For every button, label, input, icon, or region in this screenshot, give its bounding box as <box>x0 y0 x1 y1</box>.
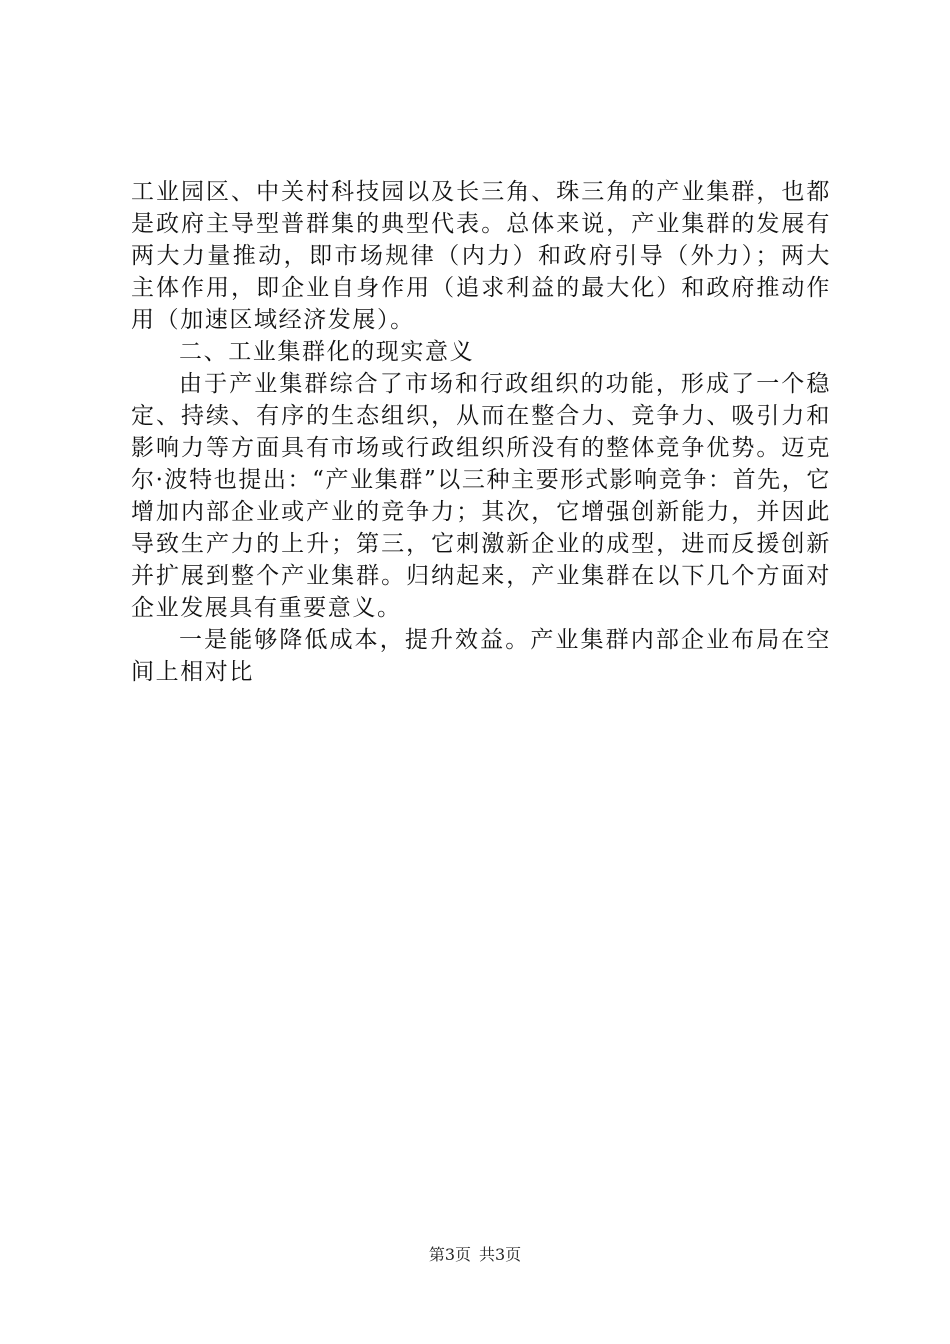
section-heading: 二、工业集群化的现实意义 <box>179 339 475 365</box>
paragraph-significance: 由于产业集群综合了市场和行政组织的功能，形成了一个稳定、持续、有序的生态组织，从而在整合力、竞争力、吸引力和影响力等方面具有市场或行政组织所没有的整体竞争优势。迈克尔·波特也提出：“产业集群”以三种主要形式影响竞争：首先，它增加内部企业或产业的竞争力；其次，它增强创新能力，并因此导致生产力的上升；第三，它刺激新企业的成型，进而反援创新并扩展到整个产业集群。归纳起来，产业集群在以下几个方面对企业发展具有重要意义。 <box>131 371 831 621</box>
page-footer <box>0 1244 950 1266</box>
document-body <box>131 176 831 688</box>
paragraph-cost-reduction: 一是能够降低成本，提升效益。产业集群内部企业布局在空间上相对比 <box>131 627 831 685</box>
paragraph-continuation: 工业园区、中关村科技园以及长三角、珠三角的产业集群，也都是政府主导型普群集的典型代表。总体来说，产业集群的发展有两大力量推动，即市场规律（内力）和政府引导（外力）；两大主体作用，即企业自身作用（追求利益的最大化）和政府推动作用（加速区域经济发展）。 <box>131 179 831 333</box>
page-number: 第3页 <box>428 1245 471 1264</box>
page-total: 共3页 <box>479 1245 522 1264</box>
